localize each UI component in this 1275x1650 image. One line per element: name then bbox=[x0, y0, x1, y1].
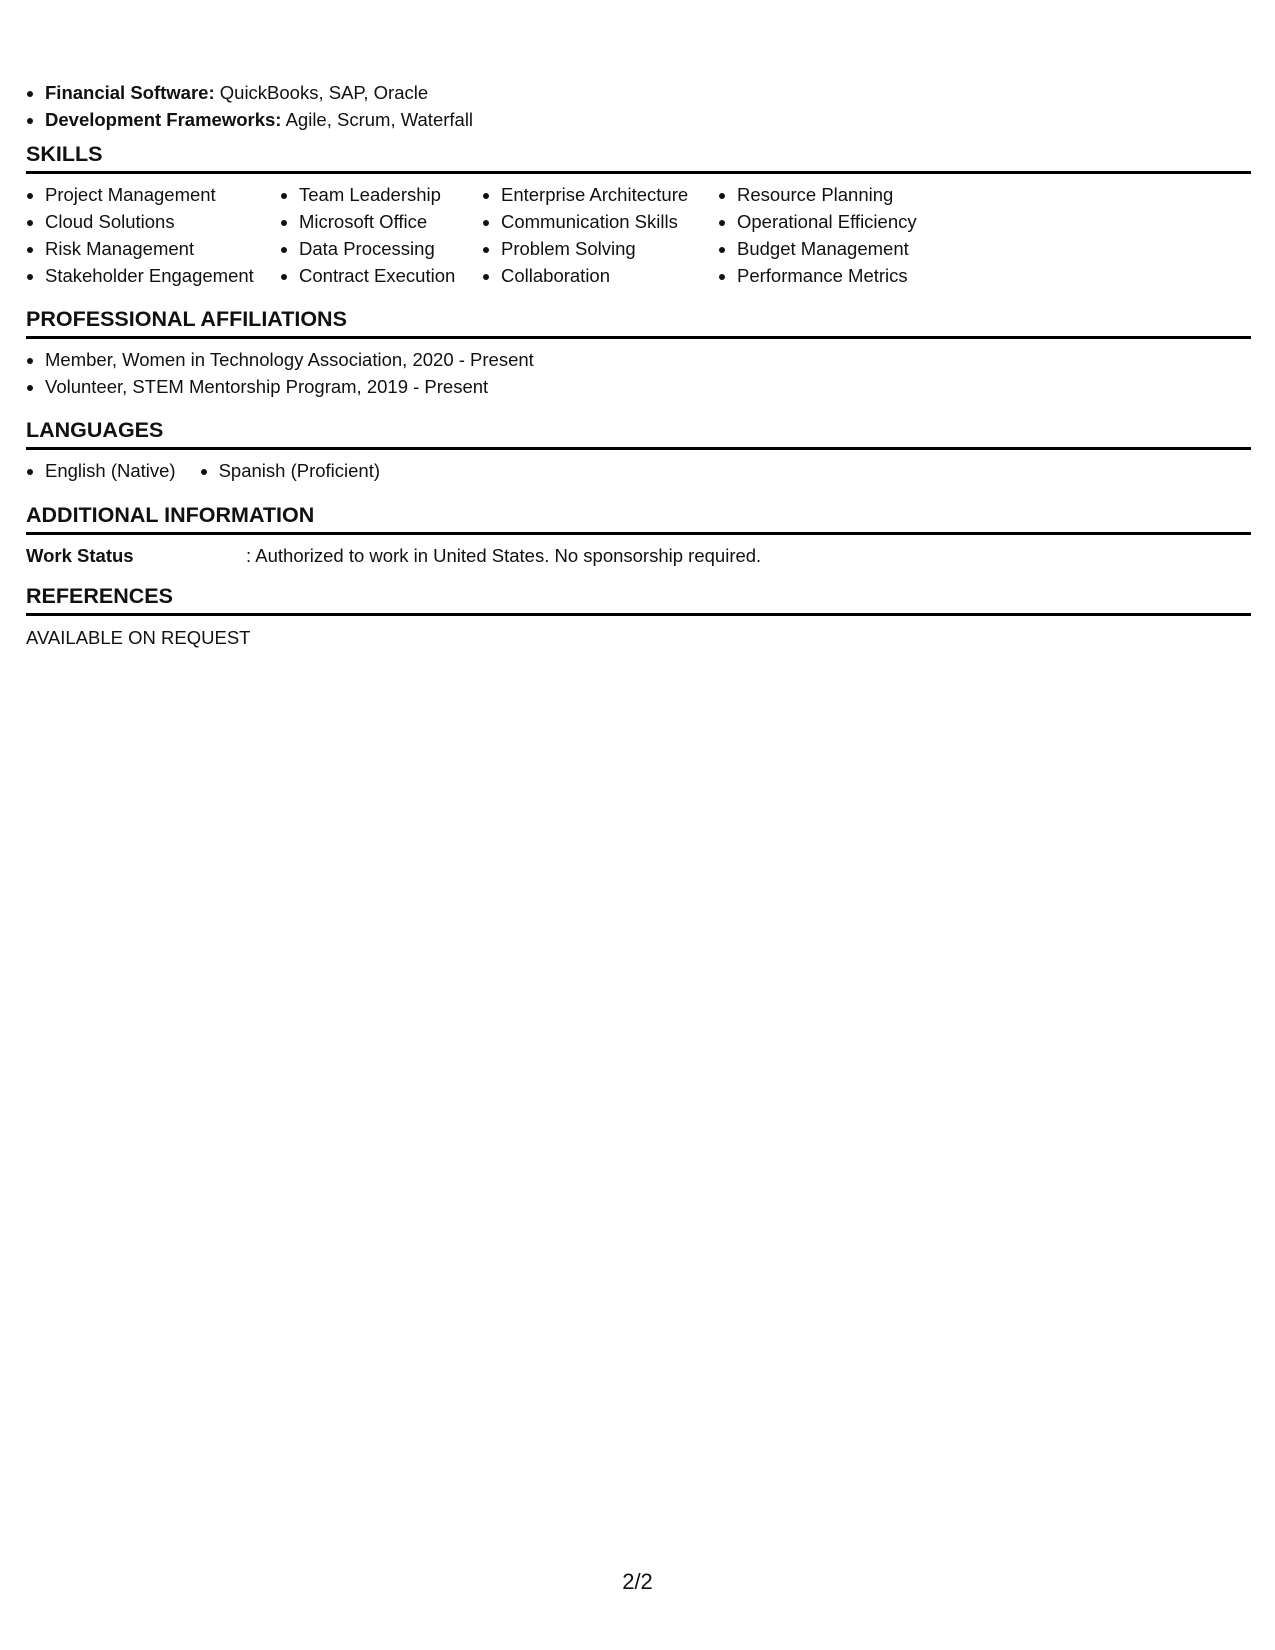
skill-item: Communication Skills bbox=[482, 208, 718, 235]
skill-item: Stakeholder Engagement bbox=[26, 262, 280, 289]
references-text: AVAILABLE ON REQUEST bbox=[26, 627, 251, 648]
section-title: LANGUAGES bbox=[26, 417, 1251, 450]
skills-grid bbox=[26, 181, 1251, 289]
skill-item: Contract Execution bbox=[280, 262, 482, 289]
skill-item: Team Leadership bbox=[280, 181, 482, 208]
skills-column bbox=[280, 181, 482, 289]
section-title: PROFESSIONAL AFFILIATIONS bbox=[26, 306, 1251, 339]
language-item: English (Native) bbox=[26, 457, 176, 484]
skill-item: Collaboration bbox=[482, 262, 718, 289]
affiliations-section bbox=[26, 306, 1251, 400]
skills-section bbox=[26, 141, 1251, 289]
skill-item: Performance Metrics bbox=[718, 262, 938, 289]
item-value: Agile, Scrum, Waterfall bbox=[281, 109, 474, 130]
languages-list bbox=[26, 457, 1251, 484]
work-status-row bbox=[26, 542, 1251, 569]
list-item: Member, Women in Technology Association, 2020 - Present bbox=[26, 346, 1251, 373]
skill-item: Resource Planning bbox=[718, 181, 938, 208]
resume-page bbox=[26, 0, 1251, 1650]
additional-info-section bbox=[26, 502, 1251, 569]
work-status-value: : Authorized to work in United States. No sponsorship required. bbox=[246, 545, 762, 566]
skill-item: Project Management bbox=[26, 181, 280, 208]
section-title: REFERENCES bbox=[26, 583, 1251, 616]
languages-section bbox=[26, 417, 1251, 484]
section-title: ADDITIONAL INFORMATION bbox=[26, 502, 1251, 535]
skills-column bbox=[482, 181, 718, 289]
page-number: 2/2 bbox=[622, 1569, 653, 1594]
references-section bbox=[26, 583, 1251, 651]
list-item bbox=[26, 106, 473, 133]
technical-skills-list bbox=[26, 79, 473, 133]
skill-item: Cloud Solutions bbox=[26, 208, 280, 235]
item-value: QuickBooks, SAP, Oracle bbox=[214, 82, 429, 103]
item-label: Development Frameworks: bbox=[45, 109, 282, 130]
language-item: Spanish (Proficient) bbox=[200, 457, 380, 484]
work-status-label: Work Status bbox=[26, 545, 134, 566]
skill-item: Budget Management bbox=[718, 235, 938, 262]
item-label: Financial Software: bbox=[45, 82, 215, 103]
skill-item: Operational Efficiency bbox=[718, 208, 938, 235]
skills-column bbox=[26, 181, 280, 289]
skill-item: Problem Solving bbox=[482, 235, 718, 262]
skill-item: Data Processing bbox=[280, 235, 482, 262]
list-item bbox=[26, 79, 473, 106]
skills-column bbox=[718, 181, 938, 289]
section-title: SKILLS bbox=[26, 141, 1251, 174]
skill-item: Risk Management bbox=[26, 235, 280, 262]
affiliations-list bbox=[26, 346, 1251, 400]
skill-item: Microsoft Office bbox=[280, 208, 482, 235]
skill-item: Enterprise Architecture bbox=[482, 181, 718, 208]
list-item: Volunteer, STEM Mentorship Program, 2019 - Present bbox=[26, 373, 1251, 400]
